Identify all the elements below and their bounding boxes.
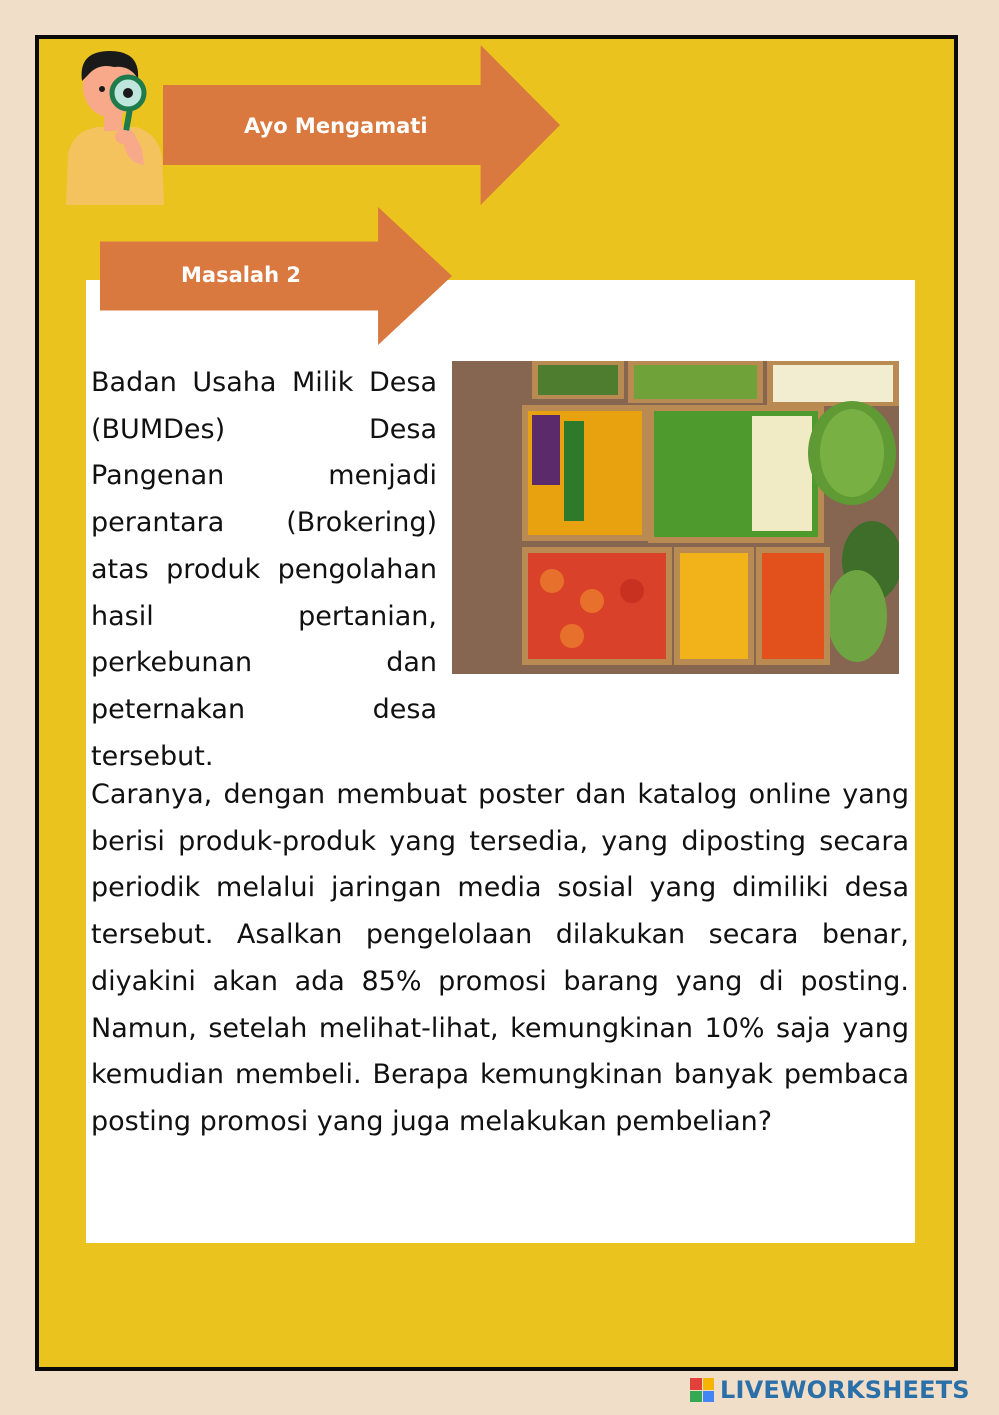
brand-logo-icon — [690, 1378, 714, 1402]
problem-label: Masalah 2 — [181, 263, 301, 287]
section-label: Ayo Mengamati — [244, 114, 428, 138]
character-with-magnifying-glass-icon — [58, 45, 173, 205]
brand-watermark — [690, 1375, 970, 1405]
intro-paragraph: Badan Usaha Milik Desa (BUMDes) Desa Pangenan menjadi perantara (Brokering) atas produk pengolahan hasil pertanian, perkebunan dan peternakan desa tersebut. — [91, 367, 437, 772]
problem-paragraph: Caranya, dengan membuat poster dan katalog online yang berisi produk-produk yang tersedia, yang diposting secara periodik melalui jaringan media sosial yang dimiliki desa tersebut. Asalkan pengelolaan dilakukan secara benar, diyakini akan ada 85% promosi barang yang di posting. Namun, setelah melihat-lihat, kemungkinan 10% saja yang kemudian membeli. Berapa kemungkinan banyak pembaca posting promosi yang juga melakukan pembelian? — [91, 779, 909, 1137]
brand-text: LIVEWORKSHEETS — [720, 1376, 970, 1404]
vegetable-crates-photo — [452, 361, 899, 674]
